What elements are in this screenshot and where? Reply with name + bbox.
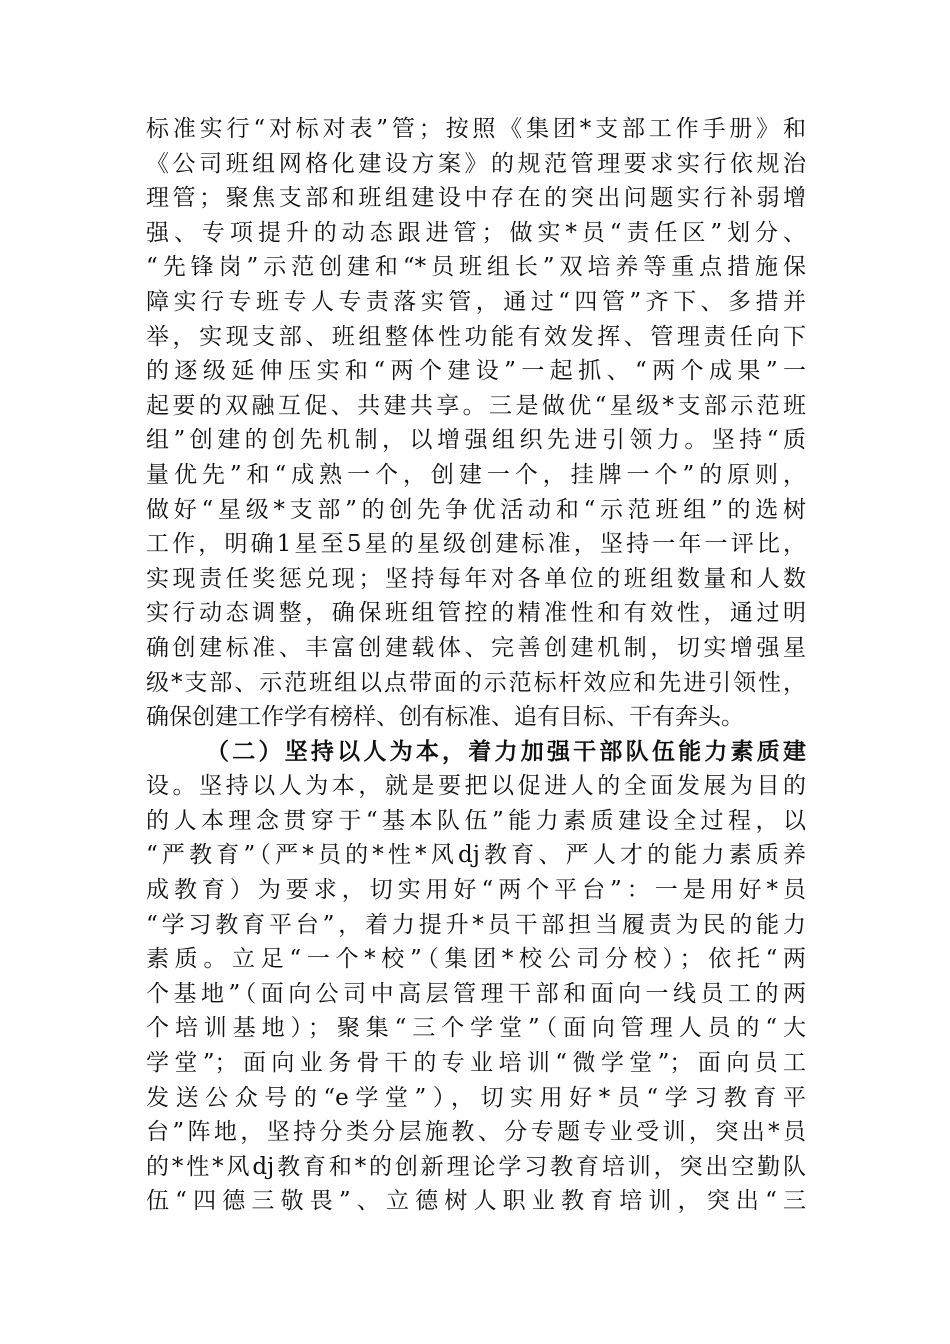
text-line: 发送公众号的“e学堂”），切实用好*员“学习教育平	[146, 1084, 806, 1111]
text-line: 的逐级延伸压实和“两个建设”一起抓、“两个成果”一	[146, 358, 806, 385]
text-line: 的*性*风dj教育和*的创新理论学习教育培训，突出空勤队	[146, 1153, 806, 1180]
text-line: “学习教育平台”，着力提升*员干部担当履责为民的能力	[146, 911, 806, 938]
text-line: 《公司班组网格化建设方案》的规范管理要求实行依规治	[146, 150, 806, 177]
text-line: 个培训基地）；聚集“三个学堂”（面向管理人员的“大	[146, 1015, 806, 1042]
text-line: 标准实行“对标对表”管；按照《集团*支部工作手册》和	[146, 116, 806, 142]
text-line: 台”阵地，坚持分类分层施教、分专题专业受训，突出*员	[146, 1119, 806, 1146]
text-line: 工作，明确1星至5星的星级创建标准，坚持一年一评比，	[146, 531, 806, 558]
text-line: 实现责任奖惩兑现；坚持每年对各单位的班组数量和人数	[146, 565, 806, 592]
section-heading: （二）坚持以人为本，着力加强干部队伍能力素质建	[206, 737, 806, 765]
text-line: 量优先”和“成熟一个，创建一个，挂牌一个”的原则，	[146, 461, 806, 488]
text-line: 级*支部、示范班组以点带面的示范标杆效应和先进引领性，	[146, 669, 806, 696]
text-line: 理管；聚焦支部和班组建设中存在的突出问题实行补弱增	[146, 185, 806, 212]
text-line: 伍“四德三敬畏”、立德树人职业教育培训，突出“三	[146, 1188, 806, 1215]
text-line: 实行动态调整，确保班组管控的精准性和有效性，通过明	[146, 600, 806, 627]
text-line: 举，实现支部、班组整体性功能有效发挥、管理责任向下	[146, 323, 806, 350]
text-line: 学堂”；面向业务骨干的专业培训“微学堂”；面向员工	[146, 1050, 806, 1077]
text-line: 做好“星级*支部”的创先争优活动和“示范班组”的选树	[146, 496, 806, 523]
text-line: 确保创建工作学有榜样、创有标准、追有目标、干有奔头。	[146, 704, 744, 731]
text-line: 起要的双融互促、共建共享。三是做优“星级*支部示范班	[146, 392, 806, 419]
text-line: 确创建标准、丰富创建载体、完善创建机制，切实增强星	[146, 634, 806, 661]
text-line: “先锋岗”示范创建和“*员班组长”双培养等重点措施保	[146, 254, 806, 281]
text-line: 素质。立足“一个*校”（集团*校公司分校）；依托“两	[146, 946, 806, 973]
text-line: 的人本理念贯穿于“基本队伍”能力素质建设全过程，以	[146, 807, 806, 834]
text-line: 障实行专班专人专责落实管，通过“四管”齐下、多措并	[146, 288, 806, 315]
text-line: 组”创建的创先机制，以增强组织先进引领力。坚持“质	[146, 427, 806, 454]
text-line: “严教育”（严*员的*性*风dj教育、严人才的能力素质养	[146, 842, 806, 869]
document-body	[146, 112, 806, 1219]
text-line: 个基地”（面向公司中高层管理干部和面向一线员工的两	[146, 980, 806, 1007]
text-line: 强、专项提升的动态跟进管；做实*员“责任区”划分、	[146, 219, 806, 246]
text-line: 成教育）为要求，切实用好“两个平台”：一是用好*员	[146, 877, 806, 904]
text-line: 设。坚持以人为本，就是要把以促进人的全面发展为目的	[146, 773, 806, 800]
